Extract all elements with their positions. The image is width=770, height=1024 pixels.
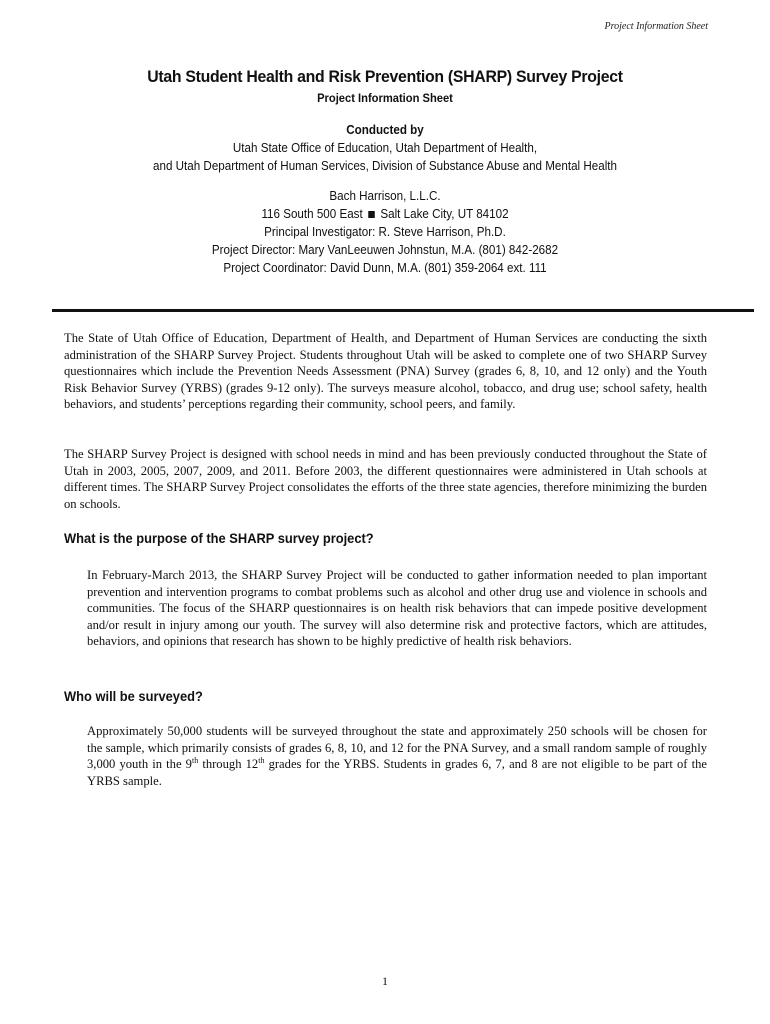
document-title: Utah Student Health and Risk Prevention (SHARP) Survey Project <box>147 67 623 86</box>
intro-paragraph-1: The State of Utah Office of Education, Department of Health, and Department of Human Services are conducting the sixth administration of the SHARP Survey Project. Students throughout Utah will be asked to complete one of two SHARP Survey questionnaires which include the Prevention Needs Assessment (PNA) Survey (grades 6, 8, 10, and 12 only) and the Youth Risk Behavior Survey (YRBS) (grades 9-12 only). The surveys measure alcohol, tobacco, and drug use; school safety, health behaviors, and students’ perceptions regarding their community, school peers, and family. <box>64 331 707 411</box>
page-number: 1 <box>382 974 388 988</box>
intro-paragraph-2: The SHARP Survey Project is designed with school needs in mind and has been previously conducted throughout the State of Utah in 2003, 2005, 2007, 2009, and 2011. Before 2003, the different questionnaires were administered in Utah schools at different times. The SHARP Survey Project consolidates the efforts of the three state agencies, therefore minimizing the burden on schools. <box>64 447 707 511</box>
heading-who-surveyed: Who will be surveyed? <box>64 688 203 704</box>
running-header: Project Information Sheet <box>604 21 708 32</box>
project-director: Project Director: Mary VanLeeuwen Johnstun, M.A. (801) 842-2682 <box>211 243 559 257</box>
who-surveyed-text-part1: Approximately 50,000 students will be surveyed throughout the state and approximately 250 schools will be chosen for the sample, which primarily consists of grades 6, 8, 10, and 12 for the PNA Survey, and a small random sample of roughly 3,000 youth in the 9 <box>87 724 707 771</box>
who-surveyed-text-part3: grades for the YRBS. Students in grades 6, 7, and 8 are not eligible to be part of the YRBS sample. <box>87 757 707 788</box>
conducted-by-line-2: and Utah Department of Human Services, Division of Substance Abuse and Mental Health <box>153 159 617 173</box>
organization-name: Bach Harrison, L.L.C. <box>329 189 441 203</box>
conducted-by-label: Conducted by <box>346 123 424 137</box>
title-block <box>0 64 770 277</box>
address-street: 116 South 500 East <box>261 207 363 221</box>
project-coordinator: Project Coordinator: David Dunn, M.A. (801) 359-2064 ext. 111 <box>223 261 547 275</box>
principal-investigator: Principal Investigator: R. Steve Harrison, Ph.D. <box>264 225 506 239</box>
organization-address <box>27 205 743 223</box>
ordinal-superscript: th <box>191 755 199 765</box>
document-subtitle: Project Information Sheet <box>317 91 453 105</box>
conducted-by-line-1: Utah State Office of Education, Utah Department of Health, <box>232 141 538 155</box>
address-city: Salt Lake City, UT 84102 <box>380 207 509 221</box>
square-bullet-icon <box>368 211 375 218</box>
heading-purpose: What is the purpose of the SHARP survey project? <box>64 530 374 546</box>
ordinal-superscript: th <box>258 755 265 765</box>
who-surveyed-paragraph <box>87 723 707 789</box>
section-divider <box>52 309 754 312</box>
purpose-paragraph: In February-March 2013, the SHARP Survey Project will be conducted to gather information needed to plan important prevention and intervention programs to combat problems such as alcohol and other drug use and violence in schools and communities. The focus of the SHARP questionnaires is on health risk behaviors that can impede positive development and/or result in injury among our youth. The survey will also determine risk and protective factors, which are attitudes, behaviors, and opinions that research has shown to be highly predictive of health risk behaviors. <box>87 568 707 648</box>
who-surveyed-text-part2: through 12 <box>198 757 259 771</box>
